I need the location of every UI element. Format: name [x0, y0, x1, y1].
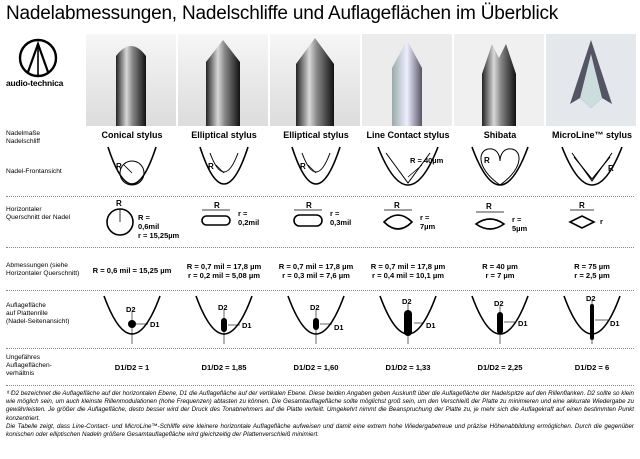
logo-text: audio-technica	[6, 78, 64, 88]
svg-text:5µm: 5µm	[512, 224, 528, 233]
front-view-diagrams	[86, 143, 638, 195]
photo-conical	[86, 34, 176, 126]
svg-text:7µm: 7µm	[420, 222, 436, 231]
row-label-front: Nadel-Frontansicht	[6, 168, 62, 175]
svg-text:R: R	[579, 201, 585, 210]
row-label-cross: Horizontaler Querschnitt der Nadel	[6, 206, 71, 221]
divider	[6, 196, 634, 197]
col-header-line-contact: Line Contact stylus	[366, 130, 450, 140]
svg-text:D1: D1	[334, 323, 344, 332]
svg-text:D2: D2	[310, 303, 320, 312]
svg-text:D2: D2	[494, 299, 504, 308]
contact-area-diagrams	[86, 292, 638, 348]
photo-elliptical-2	[270, 34, 360, 126]
ratio-shibata: D1/D2 = 2,25	[477, 363, 523, 372]
contact-line-contact	[380, 296, 436, 344]
svg-text:R =: R =	[138, 213, 150, 222]
svg-text:R: R	[486, 202, 492, 211]
photo-elliptical-1	[178, 34, 268, 126]
contact-shibata	[472, 296, 528, 344]
svg-text:r = 15,25µm: r = 15,25µm	[138, 231, 180, 240]
svg-text:D1: D1	[426, 321, 436, 330]
svg-text:R: R	[306, 201, 312, 210]
svg-text:0,3mil: 0,3mil	[330, 218, 352, 227]
front-view-shibata	[472, 147, 528, 185]
contact-microline	[564, 294, 620, 344]
svg-text:R: R	[116, 199, 122, 208]
front-view-elliptical-2	[292, 147, 340, 184]
front-view-line-contact	[378, 147, 444, 185]
photo-shibata	[454, 34, 544, 126]
svg-text:D1: D1	[150, 320, 160, 329]
ratio-microline: D1/D2 = 6	[574, 363, 610, 372]
contact-conical	[104, 296, 160, 344]
svg-text:D2: D2	[218, 303, 228, 312]
front-view-elliptical-1	[200, 147, 248, 184]
col-header-elliptical-1: Elliptical stylus	[191, 130, 257, 140]
divider	[6, 290, 634, 291]
col-header-microline: MicroLine™ stylus	[551, 130, 632, 140]
contact-elliptical-1	[196, 296, 252, 344]
svg-text:R: R	[394, 201, 400, 210]
divider	[6, 348, 634, 349]
row-label-contact: Auflagefläche auf Plattenrille (Nadel-Seitenansicht)	[6, 302, 70, 325]
stylus-photos	[86, 34, 636, 126]
svg-text:r =: r =	[420, 213, 430, 222]
svg-text:D2: D2	[586, 294, 596, 303]
footnote	[6, 390, 634, 439]
svg-text:R: R	[214, 201, 220, 210]
front-label: R	[116, 162, 122, 171]
photo-microline	[546, 34, 636, 126]
row-label-ratio: Ungefähres Auflageflächen- verhältnis	[6, 354, 52, 377]
svg-text:D2: D2	[126, 305, 136, 314]
page-title: Nadelabmessungen, Nadelschliffe und Auflageflächen im Überblick	[6, 3, 559, 24]
ratio-elliptical-1: D1/D2 = 1,85	[201, 363, 247, 372]
cross-section-elliptical-1	[202, 201, 259, 227]
svg-text:r =: r =	[238, 209, 248, 218]
footnote-paragraph-1: ⁽¹⁾D2 bezeichnet die Auflagefläche auf der horizontalen Ebene, D1 die Auflagefläche auf der vertikalen Ebene. Diese beiden Angaben geben Auskunft über die Auflagefläche der Nadelspitze auf den Rillenflanken. D2 sollte so klein wie möglich sein, um auch kleinste Rillenmodulationen (hohe Frequenzen) abtasten zu können. Die Gesamtauflagefläche sollte möglichst groß sein, um den Verschleiß der Platte zu minimieren und eine akkurate Wiedergabe zu gewährleisten. Je größer die Auflagefläche, desto besser wird der Druck des Tonabnehmers auf die Platte verteilt. Umgekehrt nimmt die Beanspruchung der Platte zu, je mehr sich die Auflagekraft auf einen bestimmten Punkt konzentriert.	[6, 390, 634, 422]
svg-text:R: R	[608, 164, 614, 173]
cross-section-line-contact	[384, 201, 435, 231]
col-header-elliptical-2: Elliptical stylus	[283, 130, 349, 140]
dims-microline: R = 75 µm r = 2,5 µm	[574, 262, 610, 280]
ratio-line-contact: D1/D2 = 1,33	[385, 363, 431, 372]
cross-section-diagrams	[86, 198, 638, 246]
cross-section-conical	[107, 199, 180, 240]
footnote-paragraph-2: Die Tabelle zeigt, dass Line-Contact- und MicroLine™-Schliffe eine kleinere horizontale Auflagefläche aufweisen und damit eine extrem hohe Wiedergabetreue und präzise Höhenabbildung ermöglichen. Durch die gegenüber konischen oder elliptischen Nadeln größere Gesamtauflagefläche wird gleichzeitig der Plattenverschleiß minimiert.	[6, 422, 634, 439]
svg-text:R = 40µm: R = 40µm	[410, 156, 444, 165]
dims-elliptical-2: R = 0,7 mil = 17,8 µm r = 0,3 mil = 7,6 µm	[278, 262, 354, 280]
svg-text:0,2mil: 0,2mil	[238, 218, 260, 227]
ratio-elliptical-2: D1/D2 = 1,60	[293, 363, 339, 372]
svg-text:r =: r =	[330, 209, 340, 218]
cross-section-elliptical-2	[294, 201, 351, 227]
row-label-dims: Abmessungen (siehe Horizontaler Querschnitt)	[6, 262, 80, 277]
svg-text:D1: D1	[242, 321, 252, 330]
front-view-microline	[562, 147, 622, 185]
col-header-shibata: Shibata	[483, 130, 517, 140]
dims-elliptical-1: R = 0,7 mil = 17,8 µm r = 0,2 mil = 5,08 µm	[186, 262, 262, 280]
svg-text:D1: D1	[518, 319, 528, 328]
divider	[6, 385, 634, 386]
cross-section-shibata	[476, 202, 527, 233]
svg-text:0,6mil: 0,6mil	[138, 222, 160, 231]
svg-text:r: r	[600, 217, 603, 226]
dims-conical: R = 0,6 mil = 15,25 µm	[92, 266, 172, 275]
svg-text:D2: D2	[402, 297, 412, 306]
col-header-conical: Conical stylus	[101, 130, 163, 140]
svg-text:R: R	[300, 162, 306, 171]
divider	[6, 247, 634, 248]
front-view-conical	[108, 147, 156, 185]
dims-line-contact: R = 0,7 mil = 17,8 µm r = 0,4 mil = 10,1 µm	[370, 262, 446, 280]
svg-text:r =: r =	[512, 215, 522, 224]
ratio-conical: D1/D2 = 1	[114, 363, 150, 372]
photo-line-contact	[362, 34, 452, 126]
svg-text:D1: D1	[610, 319, 620, 328]
contact-elliptical-2	[288, 296, 344, 344]
svg-text:R: R	[208, 162, 214, 171]
svg-text:R: R	[484, 156, 490, 165]
cross-section-microline	[570, 201, 603, 228]
dims-shibata: R = 40 µm r = 7 µm	[482, 262, 518, 280]
row-label-header: Nadelmaße Nadelschliff	[6, 130, 41, 145]
